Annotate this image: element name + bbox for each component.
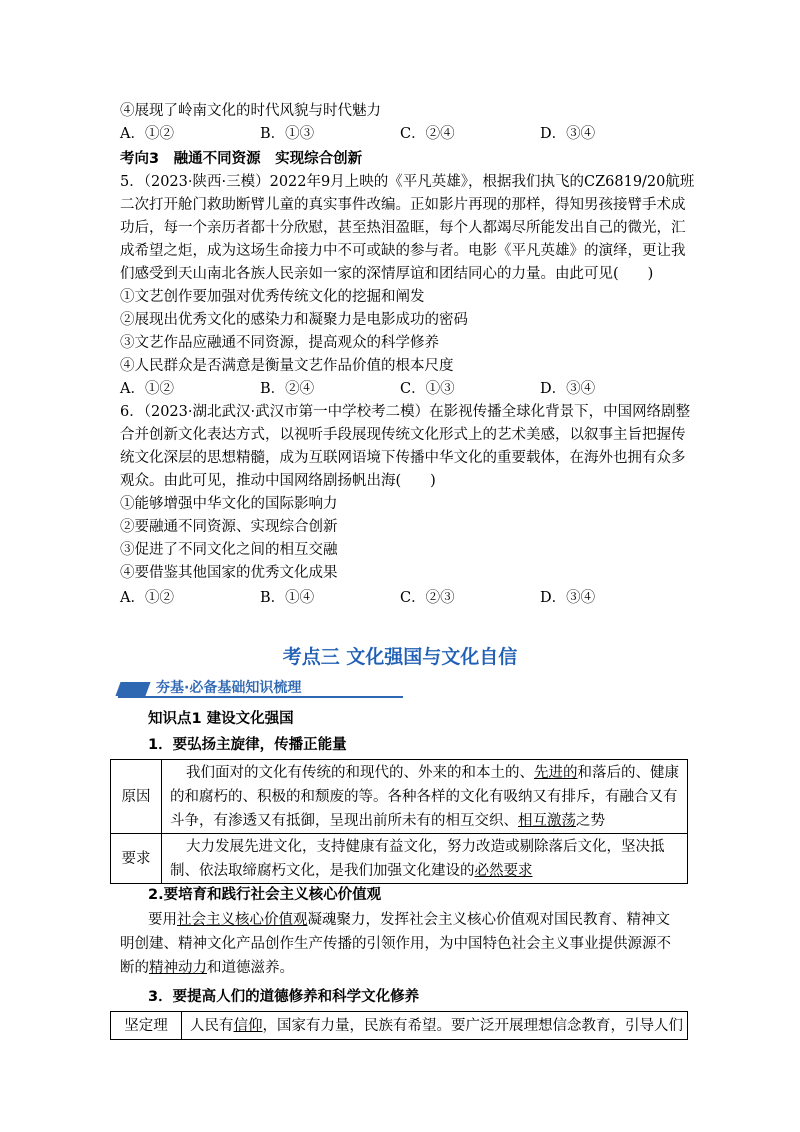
section-title: 考点三 文化强国与文化自信 (282, 646, 518, 668)
q5-item-2: ②展现出优秀文化的感染力和凝聚力是电影成功的密码 (120, 312, 468, 328)
option-d: D．③④ (540, 590, 596, 606)
subheading-3: 3．要提高人们的道德修养和科学文化修养 (148, 989, 420, 1005)
q6-item-4: ④要借鉴其他国家的优秀文化成果 (120, 565, 338, 581)
banner-tab (115, 682, 150, 696)
q5-line-3: 功后，每一个亲历者都十分欣慰，甚至热泪盈眶，每个人都竭尽所能发出自己的微光，汇 (120, 220, 686, 236)
key-term: 社会主义核心价值观 (177, 912, 308, 928)
section-heading: 考向3 融通不同资源 实现综合创新 (120, 151, 363, 167)
q4-options (120, 123, 680, 145)
option-a: A．①② (120, 590, 174, 606)
option-b: B．②④ (260, 381, 315, 397)
key-term: 精神动力 (149, 960, 207, 976)
row-header: 原因 (111, 760, 162, 834)
q6-item-3: ③促进了不同文化之间的相互交融 (120, 542, 338, 558)
option-4-prev: ④展现了岭南文化的时代风貌与时代魅力 (120, 103, 381, 119)
q5-item-1: ①文艺创作要加强对优秀传统文化的挖掘和阐发 (120, 289, 425, 305)
option-d: D．③④ (540, 381, 596, 397)
q6-line-1: 6．（2023·湖北武汉·武汉市第一中学校考二模）在影视传播全球化背景下，中国网络剧整 (120, 404, 691, 420)
q6-line-2: 合并创新文化表达方式，以视听手段展现传统文化形式上的艺术美感，以叙事主旨把握传 (120, 427, 686, 443)
option-c: C．②④ (400, 126, 455, 142)
banner-underline (118, 696, 403, 698)
q6-line-3: 统文化深层的思想精髓，成为互联网语境下传播中华文化的重要载体，在海外也拥有众多 (120, 450, 686, 466)
option-b: B．①③ (260, 126, 315, 142)
table-1 (110, 759, 688, 884)
q5-line-4: 成希望之炬，成为这场生命接力中不可或缺的参与者。电影《平凡英雄》的演绎，更让我 (120, 243, 686, 259)
q5-item-3: ③文艺作品应融通不同资源，提高观众的科学修养 (120, 335, 439, 351)
q6-line-4: 观众。由此可见，推动中国网络剧扬帆出海( ) (120, 473, 436, 489)
q5-line-1: 5．（2023·陕西·三模）2022年9月上映的《平凡英雄》，根据我们执飞的CZ6819/20航班 (120, 174, 695, 190)
table-2 (110, 1011, 688, 1040)
q6-item-1: ①能够增强中华文化的国际影响力 (120, 496, 338, 512)
option-b: B．①④ (260, 590, 315, 606)
option-c: C．②③ (400, 590, 455, 606)
q5-line-2: 二次打开舱门救助断臂儿童的真实事件改编。正如影片再现的那样，得知男孩接臂手术成 (120, 197, 686, 213)
option-d: D．③④ (540, 126, 596, 142)
option-a: A．①② (120, 381, 174, 397)
option-c: C．①③ (400, 381, 455, 397)
key-term: 必然要求 (474, 862, 533, 879)
q6-item-2: ②要融通不同资源、实现综合创新 (120, 519, 338, 535)
row-header: 坚定理 (111, 1012, 182, 1040)
banner-text: 夯基·必备基础知识梳理 (156, 680, 302, 696)
table-row (111, 1012, 688, 1040)
q5-line-5: 们感受到天山南北各族人民亲如一家的深情厚谊和团结同心的力量。由此可见( ) (120, 266, 654, 282)
key-term: 相互激荡 (518, 812, 576, 829)
paragraph-core-values: 要用社会主义核心价值观凝魂聚力，发挥社会主义核心价值观对国民教育、精神文明创建、精神文化产品创作生产传播的引领作用，为中国特色社会主义事业提供源源不断的精神动力和道德滋养。 (120, 912, 671, 976)
option-a: A．①② (120, 126, 174, 142)
subheading-2: 2.要培育和践行社会主义核心价值观 (148, 887, 382, 903)
q5-options (120, 378, 680, 400)
key-term: 先进的 (534, 764, 578, 781)
row-header: 要求 (111, 834, 162, 884)
knowledge-point-heading: 知识点1 建设文化强国 (148, 711, 294, 727)
key-term: 信仰 (233, 1017, 263, 1034)
row-content: 我们面对的文化有传统的和现代的、外来的和本土的、先进的和落后的、健康的和腐朽的、积极的和颓废的等。各种各样的文化有吸纳又有排斥，有融合又有斗争，有渗透又有抵御，呈现出前所未有的相互交织、相互激荡之势 (162, 760, 688, 834)
row-content: 人民有信仰，国家有力量，民族有希望。要广泛开展理想信念教育，引导人们 (182, 1012, 688, 1040)
table-row (111, 760, 688, 834)
section-banner (118, 676, 403, 698)
table-row (111, 834, 688, 884)
q5-item-4: ④人民群众是否满意是衡量文艺作品价值的根本尺度 (120, 358, 454, 374)
subheading-1: 1．要弘扬主旋律，传播正能量 (148, 737, 347, 753)
q6-options (120, 587, 680, 609)
row-content: 大力发展先进文化，支持健康有益文化，努力改造或剔除落后文化，坚决抵制、依法取缔腐朽文化，是我们加强文化建设的必然要求 (162, 834, 688, 884)
